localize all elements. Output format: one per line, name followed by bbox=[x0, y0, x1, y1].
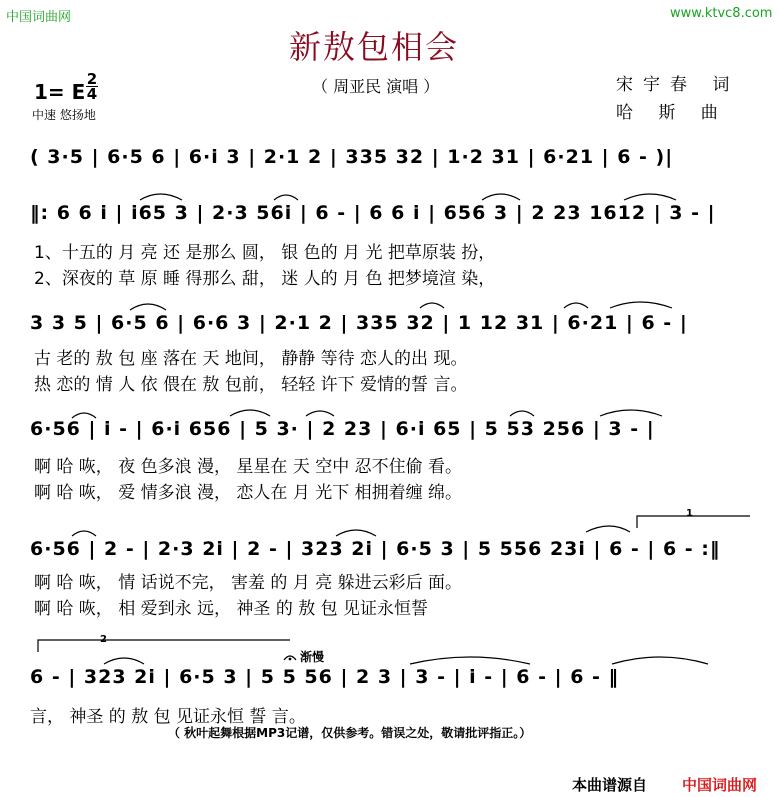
lyric-row-ending: 言， 神圣 的 敖 包 见证永恒 誓 言。 bbox=[30, 707, 306, 727]
notation-row-2: ‖: 6 6 i | i65 3 | 2·3 56i | 6 - | 6 6 i | 656 3 | 2 23 1612 | 3 - | bbox=[30, 202, 716, 224]
lyric-row-verse1-a: 1、十五的 月 亮 还 是那么 圆， 银 色的 月 光 把草原装 扮， bbox=[34, 243, 496, 263]
source-site: 中国词曲网 bbox=[682, 776, 758, 794]
time-numerator: 2 bbox=[86, 70, 98, 88]
slur bbox=[482, 194, 520, 200]
notation-row-5: 6·56 | 2 - | 2·3 2i | 2 - | 323 2i | 6·5 3 | 5 556 23i | 6 - | 6 - :‖ bbox=[30, 538, 721, 560]
fermata-dot bbox=[289, 658, 292, 661]
lyric-row-verse1-d: 啊 哈 咴， 情 话说不完， 害羞 的 月 亮 躲进云彩后 面。 bbox=[34, 573, 463, 593]
slur bbox=[72, 531, 96, 536]
slur bbox=[612, 657, 708, 664]
slur bbox=[510, 411, 534, 416]
slur bbox=[600, 410, 662, 416]
notation-row-3: 3 3 5 | 6·5 6 | 6·6 3 | 2·1 2 | 335 32 | 1 12 31 | 6·21 | 6 - | bbox=[30, 312, 688, 334]
slur bbox=[130, 304, 166, 310]
slur bbox=[420, 303, 444, 308]
lyricist-credit: 宋宇春 词 bbox=[616, 75, 740, 95]
lyric-row-verse1-b: 古 老的 敖 包 座 落在 天 地间， 静静 等待 恋人的出 现。 bbox=[34, 349, 468, 369]
slur bbox=[610, 302, 672, 308]
lyric-row-verse2-b: 热 恋的 情 人 依 偎在 敖 包前， 轻轻 许下 爱情的誓 言。 bbox=[34, 375, 468, 395]
lyric-row-verse2-c: 啊 哈 咴， 爱 情多浪 漫， 恋人在 月 光下 相拥着缠 绵。 bbox=[34, 483, 463, 503]
slur bbox=[230, 410, 270, 416]
ritardando-marking: 渐慢 bbox=[300, 650, 325, 664]
slur bbox=[624, 194, 676, 200]
key-signature: 1= E bbox=[34, 80, 86, 104]
notation-row-6: 6 - | 323 2i | 6·5 3 | 5 5 56 | 2 3 | 3 - | i - | 6 - | 6 - ‖ bbox=[30, 666, 620, 688]
volta-second-number: 2 bbox=[100, 634, 107, 645]
volta-first-bracket bbox=[637, 516, 750, 528]
transcription-note: （ 秋叶起舞根据MP3记谱，仅供参考。错误之处，敬请批评指正。） bbox=[168, 726, 532, 740]
slur bbox=[564, 303, 588, 308]
notation-row-4: 6·56 | i - | 6·i 656 | 5 3· | 2 23 | 6·i 65 | 5 53 256 | 3 - | bbox=[30, 418, 655, 440]
notation-row-intro: ( 3·5 | 6·5 6 | 6·i 3 | 2·1 2 | 335 32 | 1·2 31 | 6·21 | 6 - )| bbox=[30, 146, 674, 168]
volta-first-number: 1 bbox=[686, 508, 693, 519]
slur bbox=[306, 411, 334, 416]
volta-second-bracket bbox=[38, 640, 290, 652]
slur bbox=[410, 657, 530, 664]
slur bbox=[104, 658, 144, 664]
slur bbox=[72, 413, 96, 418]
slur bbox=[140, 194, 182, 200]
song-title: 新敖包相会 bbox=[289, 28, 460, 66]
slur bbox=[274, 195, 298, 200]
slur bbox=[586, 526, 630, 532]
watermark-right: www.ktvc8.com bbox=[670, 6, 773, 21]
source-label: 本曲谱源自 bbox=[572, 776, 648, 794]
composer-credit: 哈 斯 曲 bbox=[616, 103, 728, 123]
time-denominator: 4 bbox=[86, 85, 98, 103]
lyric-row-verse2-d: 啊 哈 咴， 相 爱到永 远， 神圣 的 敖 包 见证永恒誓 bbox=[34, 599, 429, 619]
singer-line: （ 周亚民 演唱 ） bbox=[312, 77, 440, 96]
lyric-row-verse2-a: 2、深夜的 草 原 睡 得那么 甜， 迷 人的 月 色 把梦境渲 染， bbox=[34, 269, 496, 289]
slur bbox=[336, 530, 376, 536]
tempo-marking: 中速 悠扬地 bbox=[32, 108, 96, 122]
watermark-left: 中国词曲网 bbox=[6, 10, 72, 25]
lyric-row-verse1-c: 啊 哈 咴， 夜 色多浪 漫， 星星在 天 空中 忍不住偷 看。 bbox=[34, 457, 463, 477]
